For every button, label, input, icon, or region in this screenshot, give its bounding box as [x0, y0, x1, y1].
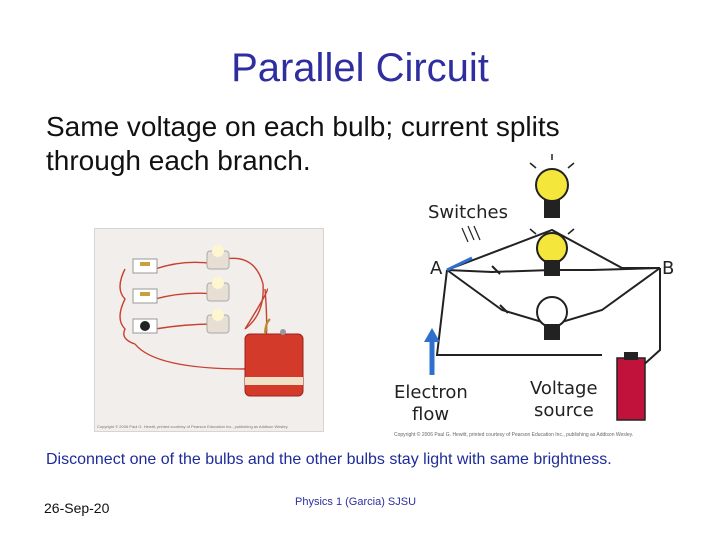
diagram-bulb-1: [530, 154, 574, 218]
diagram-battery: [617, 358, 645, 420]
point-b-label: B: [662, 258, 675, 279]
point-a-label: A: [430, 258, 443, 279]
slide-title: Parallel Circuit: [231, 46, 489, 90]
voltage-label: Voltage: [530, 378, 598, 399]
slide-caption: Disconnect one of the bulbs and the other bulbs stay light with same brightness.: [46, 451, 612, 468]
photo-credit: Copyright © 2006 Paul G. Hewitt, printed courtesy of Pearson Education Inc., publishing as Addison Wesley.: [97, 424, 289, 429]
diagram-credit: Copyright © 2006 Paul G. Hewitt, printed courtesy of Pearson Education Inc., publishing as Addison Wesley.: [394, 432, 634, 438]
photo-bulbs: [207, 245, 229, 333]
footer-course: Physics 1 (Garcia) SJSU: [295, 496, 417, 508]
electron-label: Electron: [394, 382, 468, 403]
slide-subtitle: Same voltage on each bulb; current splits through each branch.: [46, 111, 560, 176]
photo-switches: [133, 259, 157, 333]
circuit-photo: [94, 228, 324, 432]
circuit-photo-drawing: [95, 229, 323, 431]
diagram-switches: [492, 266, 508, 313]
photo-battery: [245, 319, 303, 396]
footer-date: 26-Sep-20: [44, 500, 110, 516]
flow-label: flow: [412, 404, 450, 425]
switches-label: Switches: [428, 202, 508, 223]
diagram-bulb-3: [537, 297, 567, 340]
parallel-circuit-diagram: [392, 150, 682, 440]
current-arrow-a: [447, 258, 472, 270]
source-label: source: [534, 400, 594, 421]
